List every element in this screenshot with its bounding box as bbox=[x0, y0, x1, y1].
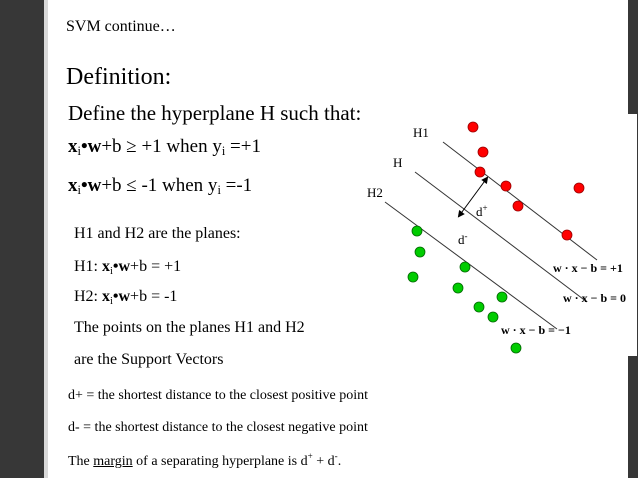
d-plus-label: d+ bbox=[476, 203, 488, 219]
d-minus-label: d- bbox=[458, 231, 468, 247]
left-sidebar-bar bbox=[0, 0, 44, 478]
negative-point bbox=[460, 262, 470, 272]
diagram-svg bbox=[365, 114, 637, 356]
positive-point bbox=[562, 230, 572, 240]
h-line bbox=[415, 172, 587, 302]
positive-point bbox=[513, 201, 523, 211]
negative-point bbox=[497, 292, 507, 302]
h2-line bbox=[385, 202, 557, 329]
support-vectors-line-1: The points on the planes H1 and H2 bbox=[74, 319, 305, 336]
planes-intro: H1 and H2 are the planes: bbox=[74, 225, 241, 242]
negative-point bbox=[415, 247, 425, 257]
negative-point bbox=[474, 302, 484, 312]
positive-point bbox=[501, 181, 511, 191]
negative-point bbox=[511, 343, 521, 353]
positive-point bbox=[475, 167, 485, 177]
sidebar-divider bbox=[44, 0, 48, 478]
slide-subtitle: SVM continue… bbox=[66, 18, 176, 35]
define-line: Define the hyperplane H such that: bbox=[68, 101, 362, 125]
positive-point bbox=[574, 183, 584, 193]
slide-heading: Definition: bbox=[66, 64, 172, 90]
negative-point bbox=[412, 226, 422, 236]
svm-hyperplane-diagram bbox=[365, 114, 637, 356]
margin-definition: The margin of a separating hyperplane is d+ + d-. bbox=[68, 451, 342, 469]
equation-zero: w · x − b = 0 bbox=[563, 291, 627, 305]
negative-point bbox=[488, 312, 498, 322]
h-label: H bbox=[393, 155, 403, 170]
equation-minus-one: w · x − b = −1 bbox=[501, 323, 571, 337]
positive-point bbox=[468, 122, 478, 132]
negative-point bbox=[408, 272, 418, 282]
h1-label: H1 bbox=[413, 125, 429, 140]
support-vectors-line-2: are the Support Vectors bbox=[74, 351, 224, 368]
h1-equation: H1: $x_i•w+b = +1$ bbox=[74, 258, 182, 277]
d-plus-definition: d+ = the shortest distance to the closest positive point bbox=[68, 388, 369, 403]
constraint-positive: $x_i•w+b \ge +1$ when $y_i =+1$ bbox=[68, 136, 261, 158]
constraint-negative: $x_i•w+b \le -1$ when $y_i =-1$ bbox=[68, 175, 253, 197]
h2-label: H2 bbox=[367, 185, 383, 200]
negative-point bbox=[453, 283, 463, 293]
equation-plus-one: w · x − b = +1 bbox=[553, 261, 623, 275]
positive-point bbox=[478, 147, 488, 157]
d-minus-definition: d- = the shortest distance to the closest negative point bbox=[68, 420, 368, 435]
h2-equation: H2: $x_i•w+b = -1$ bbox=[74, 288, 178, 307]
